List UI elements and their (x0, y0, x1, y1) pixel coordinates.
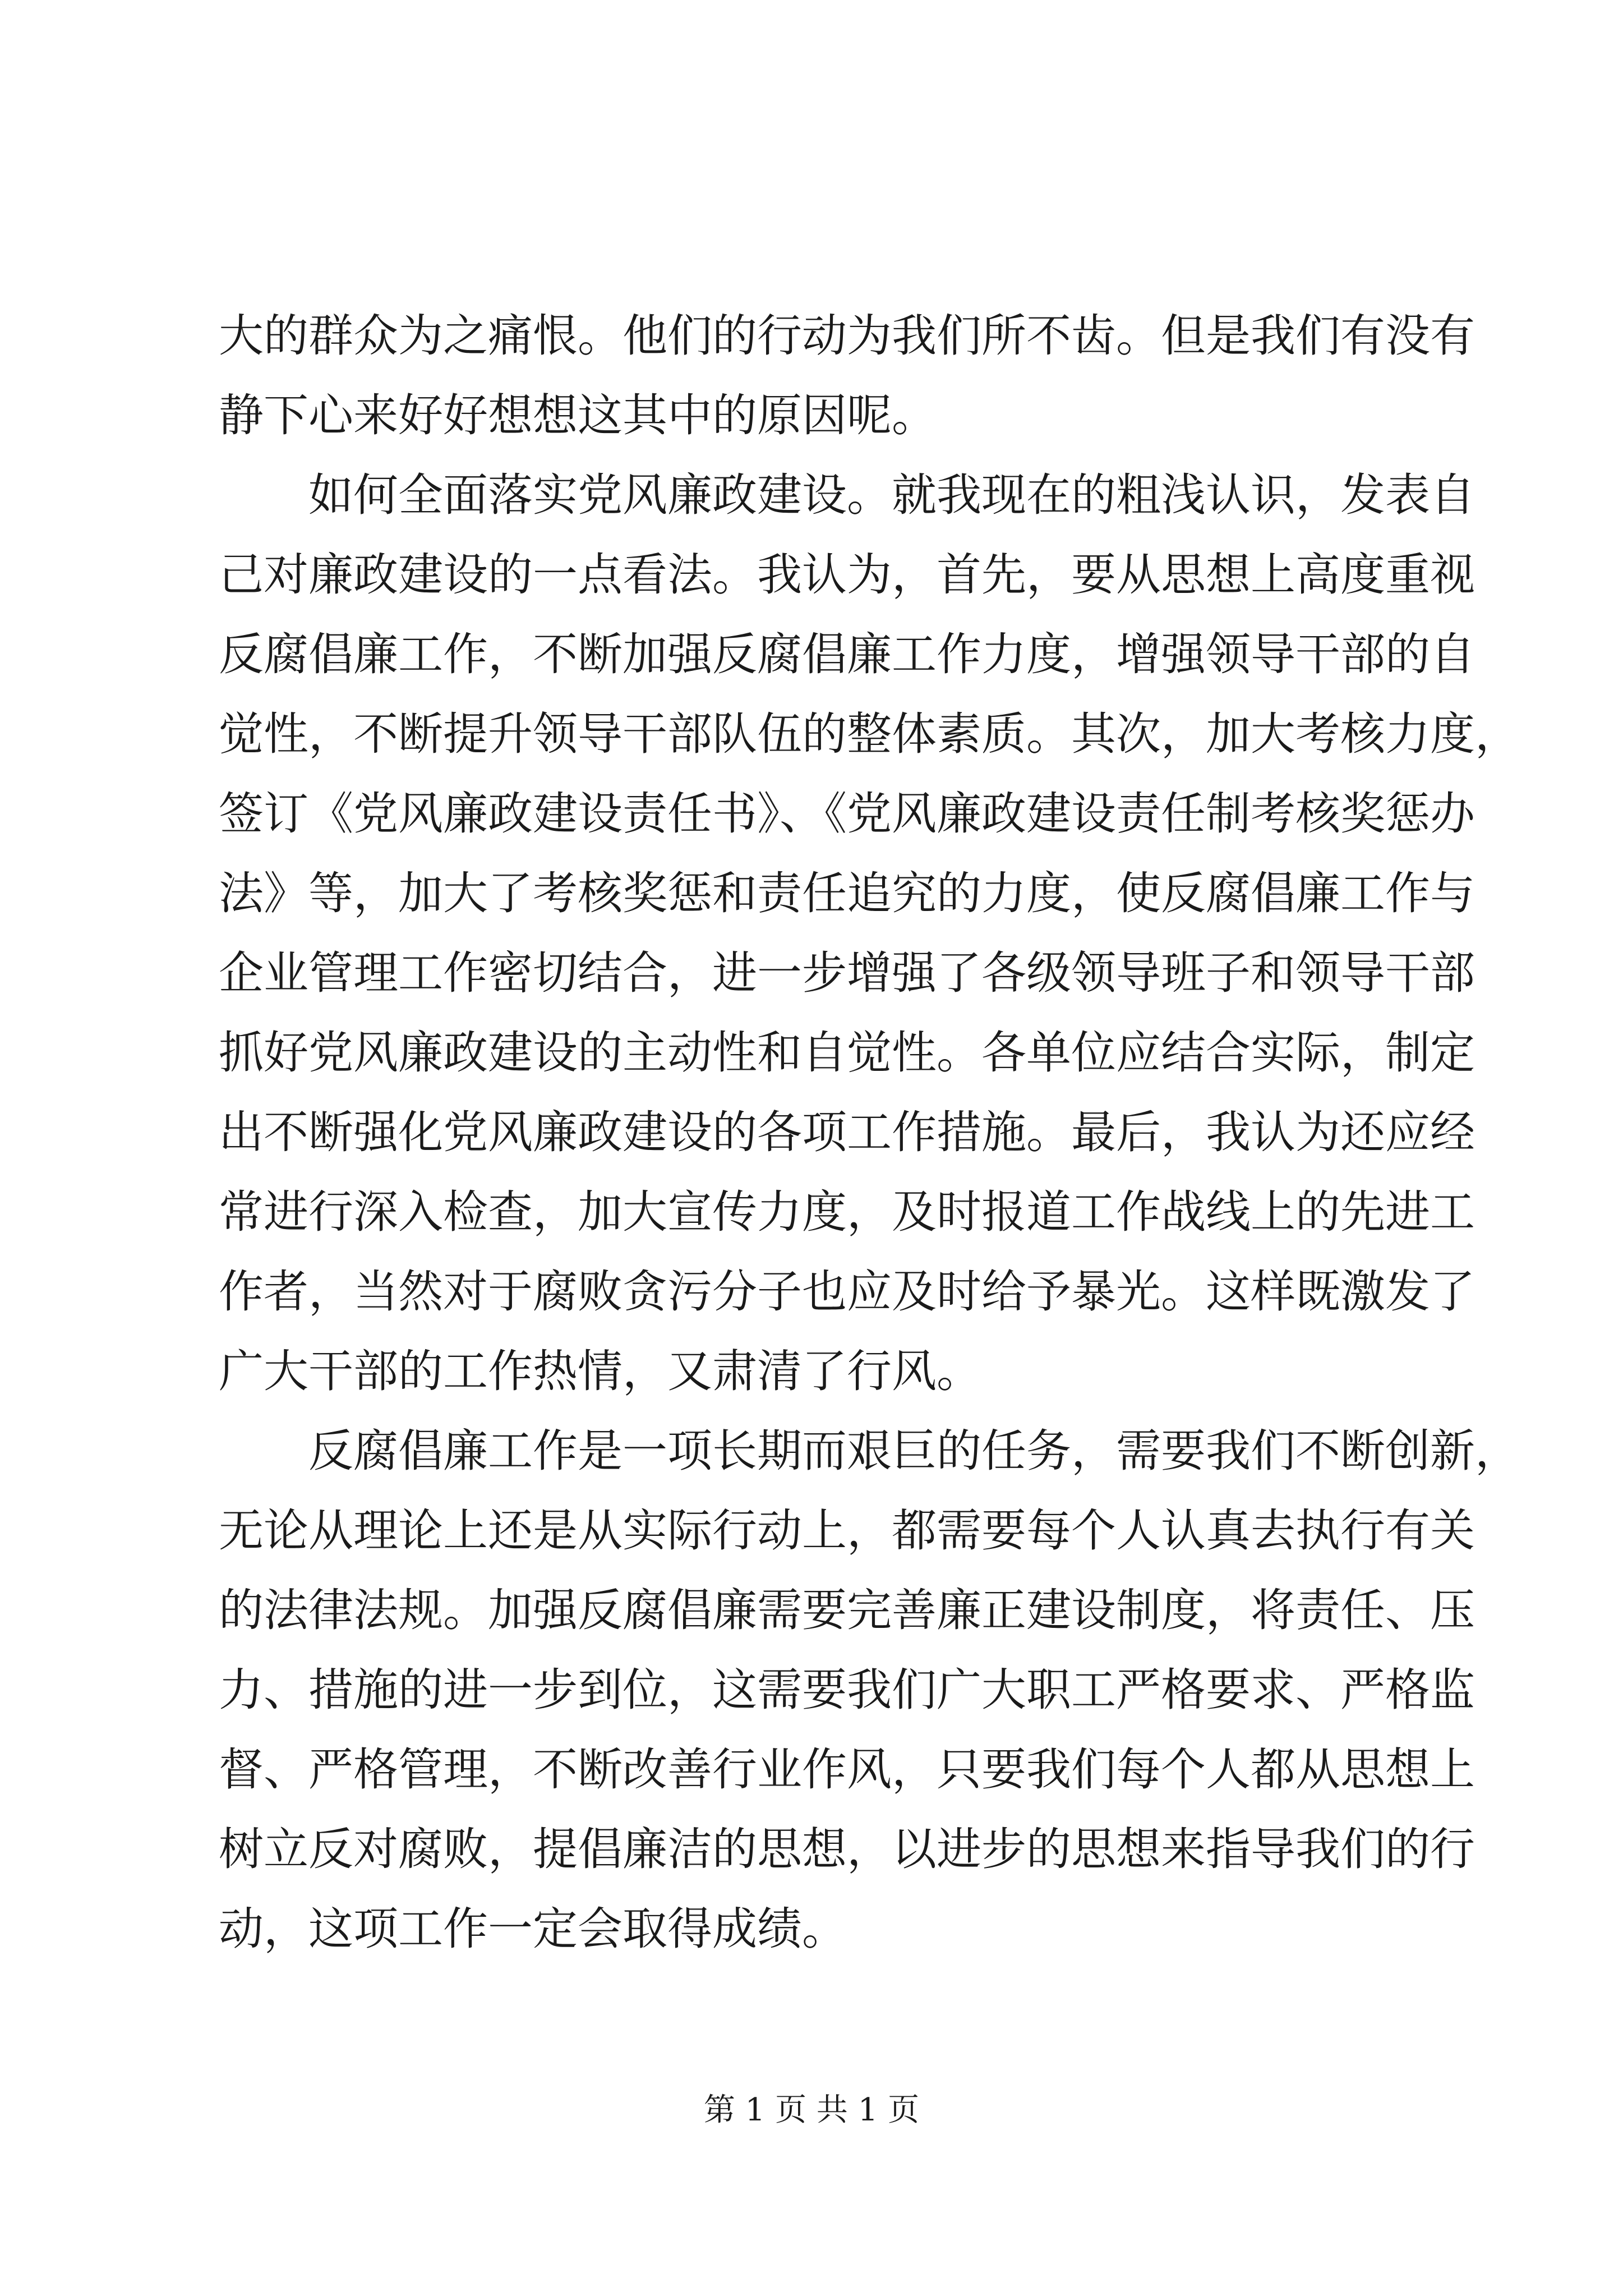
paragraph-2-line-7: 企业管理工作密切结合，进一步增强了各级领导班子和领导干部 (219, 947, 1475, 999)
paragraph-3-line-6: 树立反对腐败，提倡廉洁的思想，以进步的思想来指导我们的行 (219, 1823, 1475, 1875)
paragraph-2-line-12: 广大干部的工作热情，又肃清了行风。 (219, 1345, 981, 1397)
paragraph-2-line-8: 抓好党风廉政建设的主动性和自觉性。各单位应结合实际，制定 (219, 1027, 1475, 1079)
paragraph-2-line-11: 作者，当然对于腐败贪污分子也应及时给予暴光。这样既激发了 (219, 1266, 1475, 1318)
paragraph-1-line-1: 大的群众为之痛恨。他们的行动为我们所不齿。但是我们有没有 (219, 310, 1475, 362)
paragraph-2-line-1: 如何全面落实党风廉政建设。就我现在的粗浅认识，发表自 (308, 469, 1475, 521)
paragraph-2-line-5: 签订《党风廉政建设责任书》、《党风廉政建设责任制考核奖惩办 (219, 788, 1475, 840)
paragraph-2-line-4: 觉性，不断提升领导干部队伍的整体素质。其次，加大考核力度， (219, 708, 1520, 760)
paragraph-2-line-2: 己对廉政建设的一点看法。我认为，首先，要从思想上高度重视 (219, 549, 1475, 601)
paragraph-2-line-3: 反腐倡廉工作，不断加强反腐倡廉工作力度，增强领导干部的自 (219, 628, 1475, 680)
paragraph-2-line-9: 出不断强化党风廉政建设的各项工作措施。最后，我认为还应经 (219, 1106, 1475, 1158)
paragraph-3-line-4: 力、措施的进一步到位，这需要我们广大职工严格要求、严格监 (219, 1664, 1475, 1716)
paragraph-3-line-5: 督、严格管理，不断改善行业作风，只要我们每个人都从思想上 (219, 1743, 1475, 1796)
paragraph-2-line-6: 法》等，加大了考核奖惩和责任追究的力度，使反腐倡廉工作与 (219, 867, 1475, 919)
paragraph-3-line-2: 无论从理论上还是从实际行动上，都需要每个人认真去执行有关 (219, 1504, 1475, 1557)
paragraph-3-line-3: 的法律法规。加强反腐倡廉需要完善廉正建设制度，将责任、压 (219, 1584, 1475, 1636)
paragraph-2-line-10: 常进行深入检查，加大宣传力度，及时报道工作战线上的先进工 (219, 1186, 1475, 1238)
paragraph-1-line-2: 静下心来好好想想这其中的原因呢。 (219, 389, 937, 441)
page-footer: 第 1 页 共 1 页 (703, 2092, 920, 2128)
paragraph-3-line-7: 动，这项工作一定会取得成绩。 (219, 1903, 847, 1955)
paragraph-3-line-1: 反腐倡廉工作是一项长期而艰巨的任务，需要我们不断创新， (308, 1425, 1520, 1477)
